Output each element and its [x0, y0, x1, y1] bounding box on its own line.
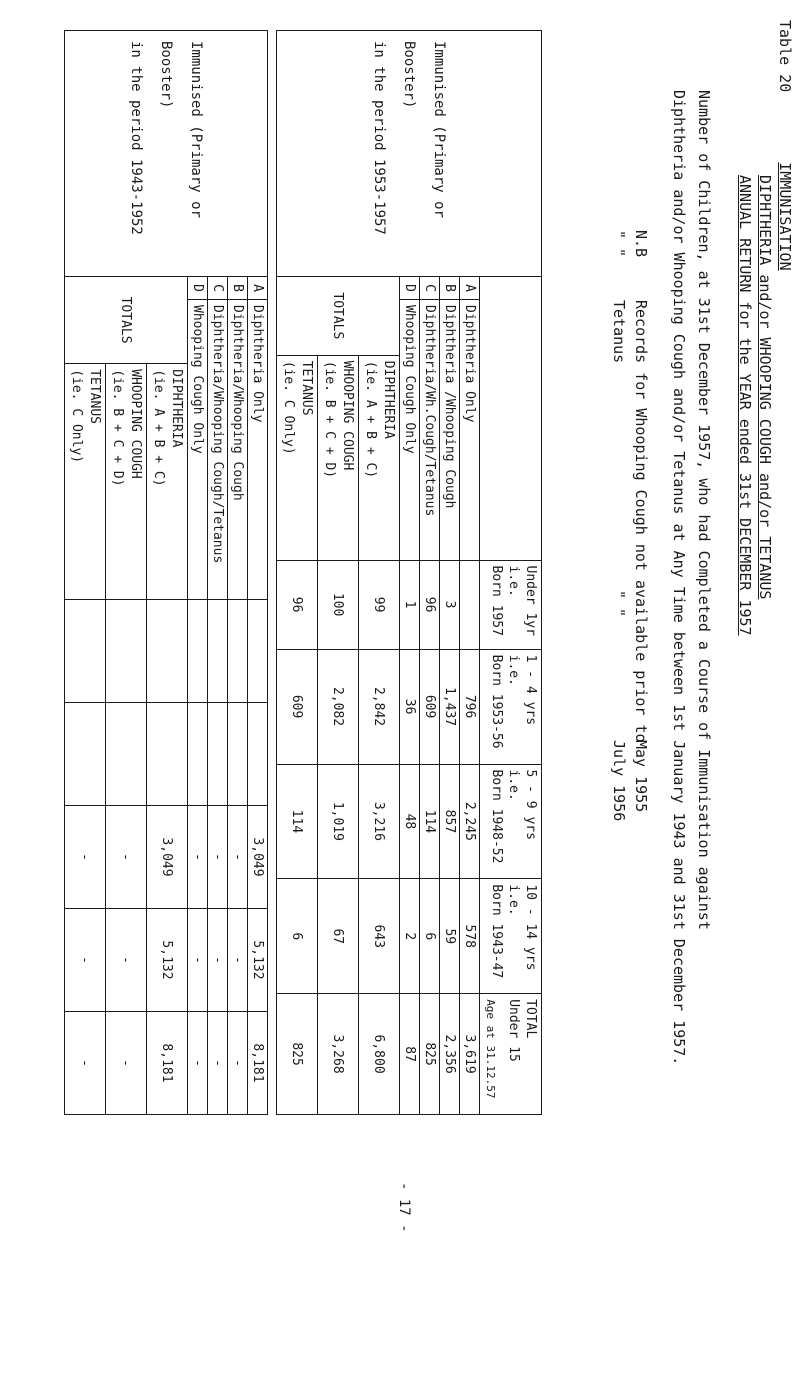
table-cell: 3,049	[248, 806, 268, 909]
totals-diphtheria-label: DIPHTHERIA (ie. A + B + C)	[359, 355, 400, 560]
table-cell	[65, 600, 106, 703]
table-cell: -	[188, 1012, 208, 1115]
table-cell: -	[188, 909, 208, 1012]
row-label-d: Whooping Cough Only	[188, 300, 208, 600]
table-cell: 67	[318, 879, 359, 994]
table-cell: 48	[400, 764, 420, 879]
totals-tetanus-label: TETANUS (ie. C Only)	[65, 364, 106, 600]
table-cell: -	[188, 806, 208, 909]
table-cell: 1,437	[440, 649, 460, 764]
table-cell: 2,842	[359, 649, 400, 764]
table-cell: 6	[420, 879, 440, 994]
table-cell	[248, 600, 268, 703]
table-cell: 1,019	[318, 764, 359, 879]
table-cell: -	[106, 806, 147, 909]
table-cell: 59	[440, 879, 460, 994]
row-label-d: Whooping Cough Only	[400, 300, 420, 561]
table-cell	[188, 600, 208, 703]
table-cell: -	[208, 1012, 228, 1115]
table-cell: 5,132	[147, 909, 188, 1012]
page-title: IMMUNISATION	[776, 162, 794, 271]
table-cell: 2,245	[460, 764, 480, 879]
table-cell: C	[420, 277, 440, 300]
notes	[608, 230, 652, 1120]
col-total: TOTAL Under 15 Age at 31.12.57	[480, 994, 542, 1115]
note-2-date: July 1956	[610, 740, 628, 822]
table-cell: -	[228, 909, 248, 1012]
row-label-b: Diphtheria/Whooping Cough	[228, 300, 248, 600]
table-cell: 3,619	[460, 994, 480, 1115]
table-cell: 3	[440, 560, 460, 649]
totals-diphtheria-label: DIPHTHERIA (ie. A + B + C)	[147, 364, 188, 600]
table-cell: A	[248, 277, 268, 300]
intro-text	[666, 90, 716, 1120]
totals-whooping-label: WHOOPING COUGH (ie. B + C + D)	[106, 364, 147, 600]
row-label-b: Diphtheria /Whooping Cough	[440, 300, 460, 561]
period-range: in the period 1943-1952	[128, 41, 144, 235]
table-cell: -	[65, 909, 106, 1012]
table-cell: -	[228, 806, 248, 909]
table-cell: B	[440, 277, 460, 300]
totals-label: TOTALS	[277, 277, 400, 356]
note-2-prefix: " "	[610, 230, 628, 258]
table-cell: 578	[460, 879, 480, 994]
col-1-4: 1 - 4 yrs i.e. Born 1953-56	[480, 649, 542, 764]
period-title: Immunised (Primary or Booster)	[401, 41, 447, 219]
header-blank	[480, 277, 542, 561]
col-5-9: 5 - 9 yrs i.e. Born 1948-52	[480, 764, 542, 879]
table-cell: 796	[460, 649, 480, 764]
page-number: - 17 -	[396, 1182, 412, 1233]
table-cell: 3,216	[359, 764, 400, 879]
table-cell: D	[400, 277, 420, 300]
table-cell: 96	[420, 560, 440, 649]
row-label-a: Diphtheria Only	[248, 300, 268, 600]
table-cell: 2	[400, 879, 420, 994]
col-10-14: 10 - 14 yrs i.e. Born 1943-47	[480, 879, 542, 994]
note-2	[608, 230, 630, 1120]
totals-label: TOTALS	[65, 277, 188, 364]
table-cell	[208, 600, 228, 703]
note-1	[630, 230, 652, 1120]
table-1943-1952	[64, 30, 268, 1115]
subtitle: DIPHTHERIA and/or WHOOPING COUGH and/or TETANUS	[756, 175, 774, 600]
period-range: in the period 1953-1957	[371, 41, 387, 235]
table-cell: 87	[400, 994, 420, 1115]
table-cell: 3,049	[147, 806, 188, 909]
table-cell: 2,356	[440, 994, 460, 1115]
table-cell: 114	[420, 764, 440, 879]
row-label-a: Diphtheria Only	[460, 300, 480, 561]
table-cell: 114	[277, 764, 318, 879]
table-cell: 825	[277, 994, 318, 1115]
table-cell: 6,800	[359, 994, 400, 1115]
table-cell	[106, 600, 147, 703]
annual-return: ANNUAL RETURN for the YEAR ended 31st DECEMBER 1957	[736, 175, 754, 636]
table-cell	[106, 703, 147, 806]
table-row	[248, 31, 268, 1115]
col-under-1: Under 1yr i.e. Born 1957	[480, 560, 542, 649]
table-cell	[228, 600, 248, 703]
table-cell: 3,268	[318, 994, 359, 1115]
period-1943-1952	[65, 31, 268, 277]
table-cell: -	[228, 1012, 248, 1115]
table-cell: 99	[359, 560, 400, 649]
table-cell: -	[208, 806, 228, 909]
table-cell: -	[106, 1012, 147, 1115]
table-cell: 100	[318, 560, 359, 649]
table-cell	[460, 560, 480, 649]
intro-line-2: Diphtheria and/or Whooping Cough and/or Tetanus at Any Time between 1st January 1943 and 31st December 1957.	[670, 90, 688, 1066]
table-number: Table 20	[776, 20, 794, 93]
column-header-row	[480, 31, 542, 1115]
table-cell: C	[208, 277, 228, 300]
totals-whooping-label: WHOOPING COUGH (ie. B + C + D)	[318, 355, 359, 560]
period-1953-1957	[277, 31, 542, 277]
table-cell: 609	[420, 649, 440, 764]
table-1953-1957	[276, 30, 542, 1115]
note-1-date: May 1955	[632, 740, 650, 813]
table-cell: 96	[277, 560, 318, 649]
table-cell: -	[106, 909, 147, 1012]
table-cell: 5,132	[248, 909, 268, 1012]
table-cell: A	[460, 277, 480, 300]
table-cell	[248, 703, 268, 806]
table-cell: -	[208, 909, 228, 1012]
table-cell	[188, 703, 208, 806]
table-cell: 2,082	[318, 649, 359, 764]
table-cell	[147, 600, 188, 703]
note-2-mid: " "	[610, 590, 628, 618]
table-cell: 6	[277, 879, 318, 994]
table-cell: -	[65, 806, 106, 909]
table-cell: 825	[420, 994, 440, 1115]
period-title: Immunised (Primary or Booster)	[158, 41, 204, 219]
table-cell	[208, 703, 228, 806]
table-cell: 36	[400, 649, 420, 764]
table-cell: -	[65, 1012, 106, 1115]
age-group-label: Age at 31.12.57	[484, 999, 497, 1099]
table-cell	[65, 703, 106, 806]
table-cell: B	[228, 277, 248, 300]
note-2-label: Tetanus	[610, 300, 628, 364]
table-cell: 643	[359, 879, 400, 994]
note-prefix: N.B	[632, 230, 650, 258]
row-label-c: Diphtheria/Wh.Cough/Tetanus	[420, 300, 440, 561]
totals-tetanus-label: TETANUS (ie. C Only)	[277, 355, 318, 560]
table-cell: 8,181	[147, 1012, 188, 1115]
table-cell: 8,181	[248, 1012, 268, 1115]
table-cell: 857	[440, 764, 460, 879]
note-1-label: Records for Whooping Cough not available prior to	[632, 300, 650, 743]
row-label-c: Diphtheria/Whooping Cough/Tetanus	[208, 300, 228, 600]
table-cell	[147, 703, 188, 806]
table-cell: 1	[400, 560, 420, 649]
header	[608, 20, 794, 1120]
intro-line-1: Number of Children, at 31st December 1957, who had Completed a Course of Immunisation against	[695, 90, 713, 930]
table-cell: D	[188, 277, 208, 300]
table-cell	[228, 703, 248, 806]
table-cell: 609	[277, 649, 318, 764]
